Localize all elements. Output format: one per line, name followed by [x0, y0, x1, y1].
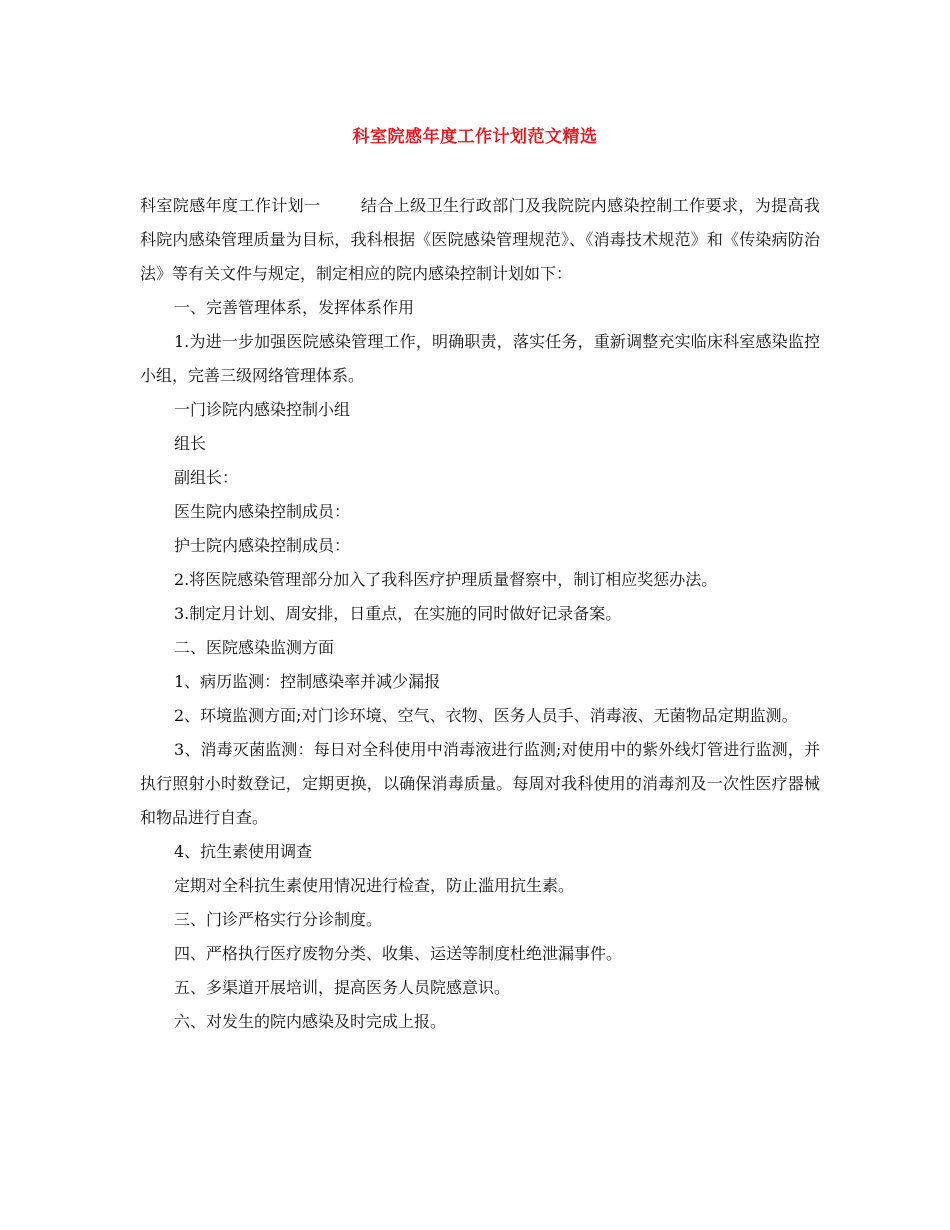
document-body	[140, 189, 820, 1039]
paragraph-1-1: 1.为进一步加强医院感染管理工作，明确职责，落实任务，重新调整充实临床科室感染监控小组，完善三级网络管理体系。	[140, 332, 820, 385]
section-heading-6: 六、对发生的院内感染及时完成上报。	[174, 1012, 447, 1031]
intro-heading: 科室院感年度工作计划一	[140, 196, 321, 215]
intro-text: 结合上级卫生行政部门及我院院内感染控制工作要求，为提高我科院内感染管理质量为目标，我科根据《医院感染管理规范》、《消毒技术规范》和《传染病防治法》等有关文件与规定，制定相应的院内感染控制计划如下：	[140, 196, 820, 283]
intro-paragraph	[140, 189, 820, 291]
group-deputy-leader: 副组长：	[174, 468, 239, 487]
paragraph-2-3: 3、消毒灭菌监测：每日对全科使用中消毒液进行监测;对使用中的紫外线灯管进行监测，并执行照射小时数登记，定期更换，以确保消毒质量。每周对我科使用的消毒剂及一次性医疗器械和物品进行自查。	[140, 740, 820, 827]
paragraph-1-2: 2.将医院感染管理部分加入了我科医疗护理质量督察中，制订相应奖惩办法。	[174, 570, 718, 589]
paragraph-2-1: 1、病历监测：控制感染率并减少漏报	[174, 672, 441, 691]
group-nurse-members: 护士院内感染控制成员：	[174, 536, 351, 555]
section-heading-1: 一、完善管理体系，发挥体系作用	[174, 298, 415, 317]
section-heading-5: 五、多渠道开展培训，提高医务人员院感意识。	[174, 978, 511, 997]
paragraph-2-4-detail: 定期对全科抗生素使用情况进行检查，防止滥用抗生素。	[174, 876, 575, 895]
paragraph-2-4: 4、抗生素使用调查	[174, 842, 313, 861]
section-heading-2: 二、医院感染监测方面	[174, 638, 335, 657]
page-title: 科室院感年度工作计划范文精选	[352, 127, 598, 147]
section-heading-4: 四、严格执行医疗废物分类、收集、运送等制度杜绝泄漏事件。	[174, 944, 623, 963]
paragraph-2-2: 2、环境监测方面;对门诊环境、空气、衣物、医务人员手、消毒液、无菌物品定期监测。	[174, 706, 798, 725]
group-doctor-members: 医生院内感染控制成员：	[174, 502, 351, 521]
section-heading-3: 三、门诊严格实行分诊制度。	[174, 910, 383, 929]
group-name: 一门诊院内感染控制小组	[174, 400, 351, 419]
paragraph-1-3: 3.制定月计划、周安排，日重点，在实施的同时做好记录备案。	[174, 604, 622, 623]
group-leader: 组长	[174, 434, 207, 453]
